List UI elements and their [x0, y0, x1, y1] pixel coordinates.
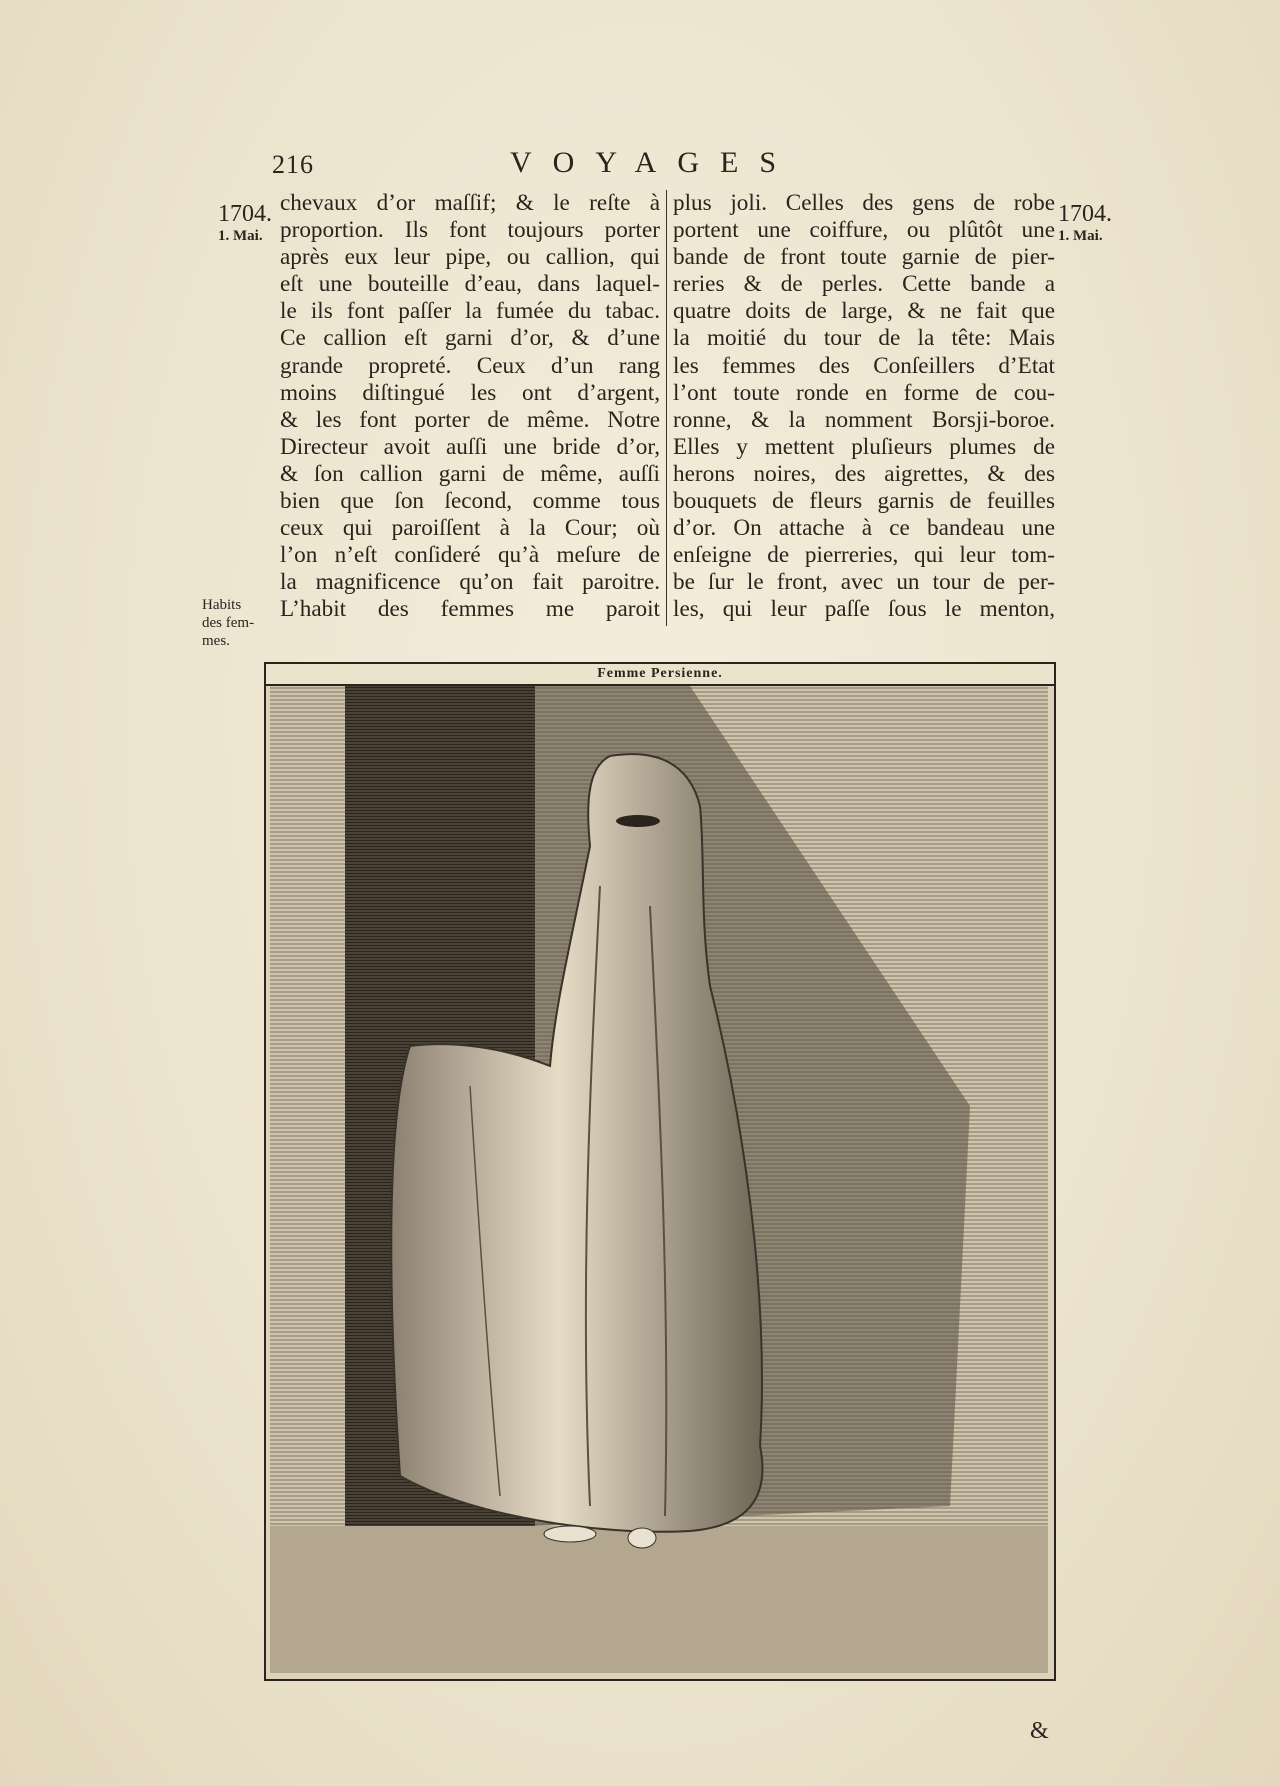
text-line: l’on n’eſt conſideré qu’à meſure de: [280, 542, 660, 569]
text-line: reries & de perles. Cette bande a: [673, 271, 1055, 298]
slipper: [628, 1528, 656, 1548]
engraving-plate: [264, 662, 1056, 1681]
text-line: ronne, & la nomment Borsji-boroe.: [673, 406, 1055, 433]
text-line: les femmes des Conſeillers d’Etat: [673, 352, 1055, 379]
text-line: portent une coiffure, ou plûtôt une: [673, 217, 1055, 244]
slipper: [544, 1526, 596, 1542]
text-line: l’ont toute ronde en forme de cou-: [673, 379, 1055, 406]
text-column-right: [673, 190, 1055, 624]
margin-note: [202, 596, 272, 650]
engraving-illustration: [270, 686, 1048, 1673]
text-line: après eux leur pipe, ou callion, qui: [280, 244, 660, 271]
text-line: be ſur le front, avec un tour de per-: [673, 569, 1055, 596]
text-line: Directeur avoit auſſi une bride d’or,: [280, 433, 660, 460]
text-line: Ce callion eſt garni d’or, & d’une: [280, 325, 660, 352]
margin-note-line: des fem-: [202, 615, 255, 631]
text-line: bande de front toute garnie de pier-: [673, 244, 1055, 271]
text-line: bouquets de fleurs garnis de feuilles: [673, 488, 1055, 515]
margin-year-right: 1704.: [1058, 201, 1112, 227]
text-line: & ſon callion garni de même, auſſi: [280, 460, 660, 487]
margin-year-left: 1704.: [218, 201, 272, 227]
margin-note-line: Habits: [202, 597, 242, 613]
text-line: enſeigne de pierreries, qui leur tom-: [673, 542, 1055, 569]
margin-date-right: 1. Mai.: [1058, 228, 1103, 244]
text-line: le ils font paſſer la fumée du tabac.: [280, 298, 660, 325]
text-line: grande propreté. Ceux d’un rang: [280, 352, 660, 379]
plate-title: Femme Persienne.: [266, 664, 1054, 686]
column-divider: [666, 190, 667, 626]
text-line: quatre doits de large, & ne fait que: [673, 298, 1055, 325]
text-line: les, qui leur paſſe ſous le menton,: [673, 596, 1055, 623]
text-line: & les font porter de même. Notre: [280, 406, 660, 433]
text-line: proportion. Ils font toujours porter: [280, 217, 660, 244]
text-line: la moitié du tour de la tête: Mais: [673, 325, 1055, 352]
margin-note-line: mes.: [202, 633, 230, 649]
text-line: herons noires, des aigrettes, & des: [673, 460, 1055, 487]
text-line: plus joli. Celles des gens de robe: [673, 190, 1055, 216]
running-head: VOYAGES: [510, 146, 798, 179]
page-number: 216: [272, 150, 314, 179]
text-line: Elles y mettent pluſieurs plumes de: [673, 433, 1055, 460]
catchword: &: [1030, 1718, 1049, 1744]
floor: [270, 1526, 1048, 1673]
margin-date-left: 1. Mai.: [218, 228, 263, 244]
text-line: bien que ſon ſecond, comme tous: [280, 488, 660, 515]
text-line: ceux qui paroiſſent à la Cour; où: [280, 515, 660, 542]
veil-eyes: [616, 815, 660, 827]
text-column-left: [280, 190, 660, 624]
text-line: chevaux d’or maſſif; & le reſte à: [280, 190, 660, 216]
text-line: d’or. On attache à ce bandeau une: [673, 515, 1055, 542]
text-line: la magnificence qu’on fait paroitre.: [280, 569, 660, 596]
text-line: eſt une bouteille d’eau, dans laquel-: [280, 271, 660, 298]
text-line: moins diſtingué les ont d’argent,: [280, 379, 660, 406]
text-line: L’habit des femmes me paroit: [280, 596, 660, 623]
